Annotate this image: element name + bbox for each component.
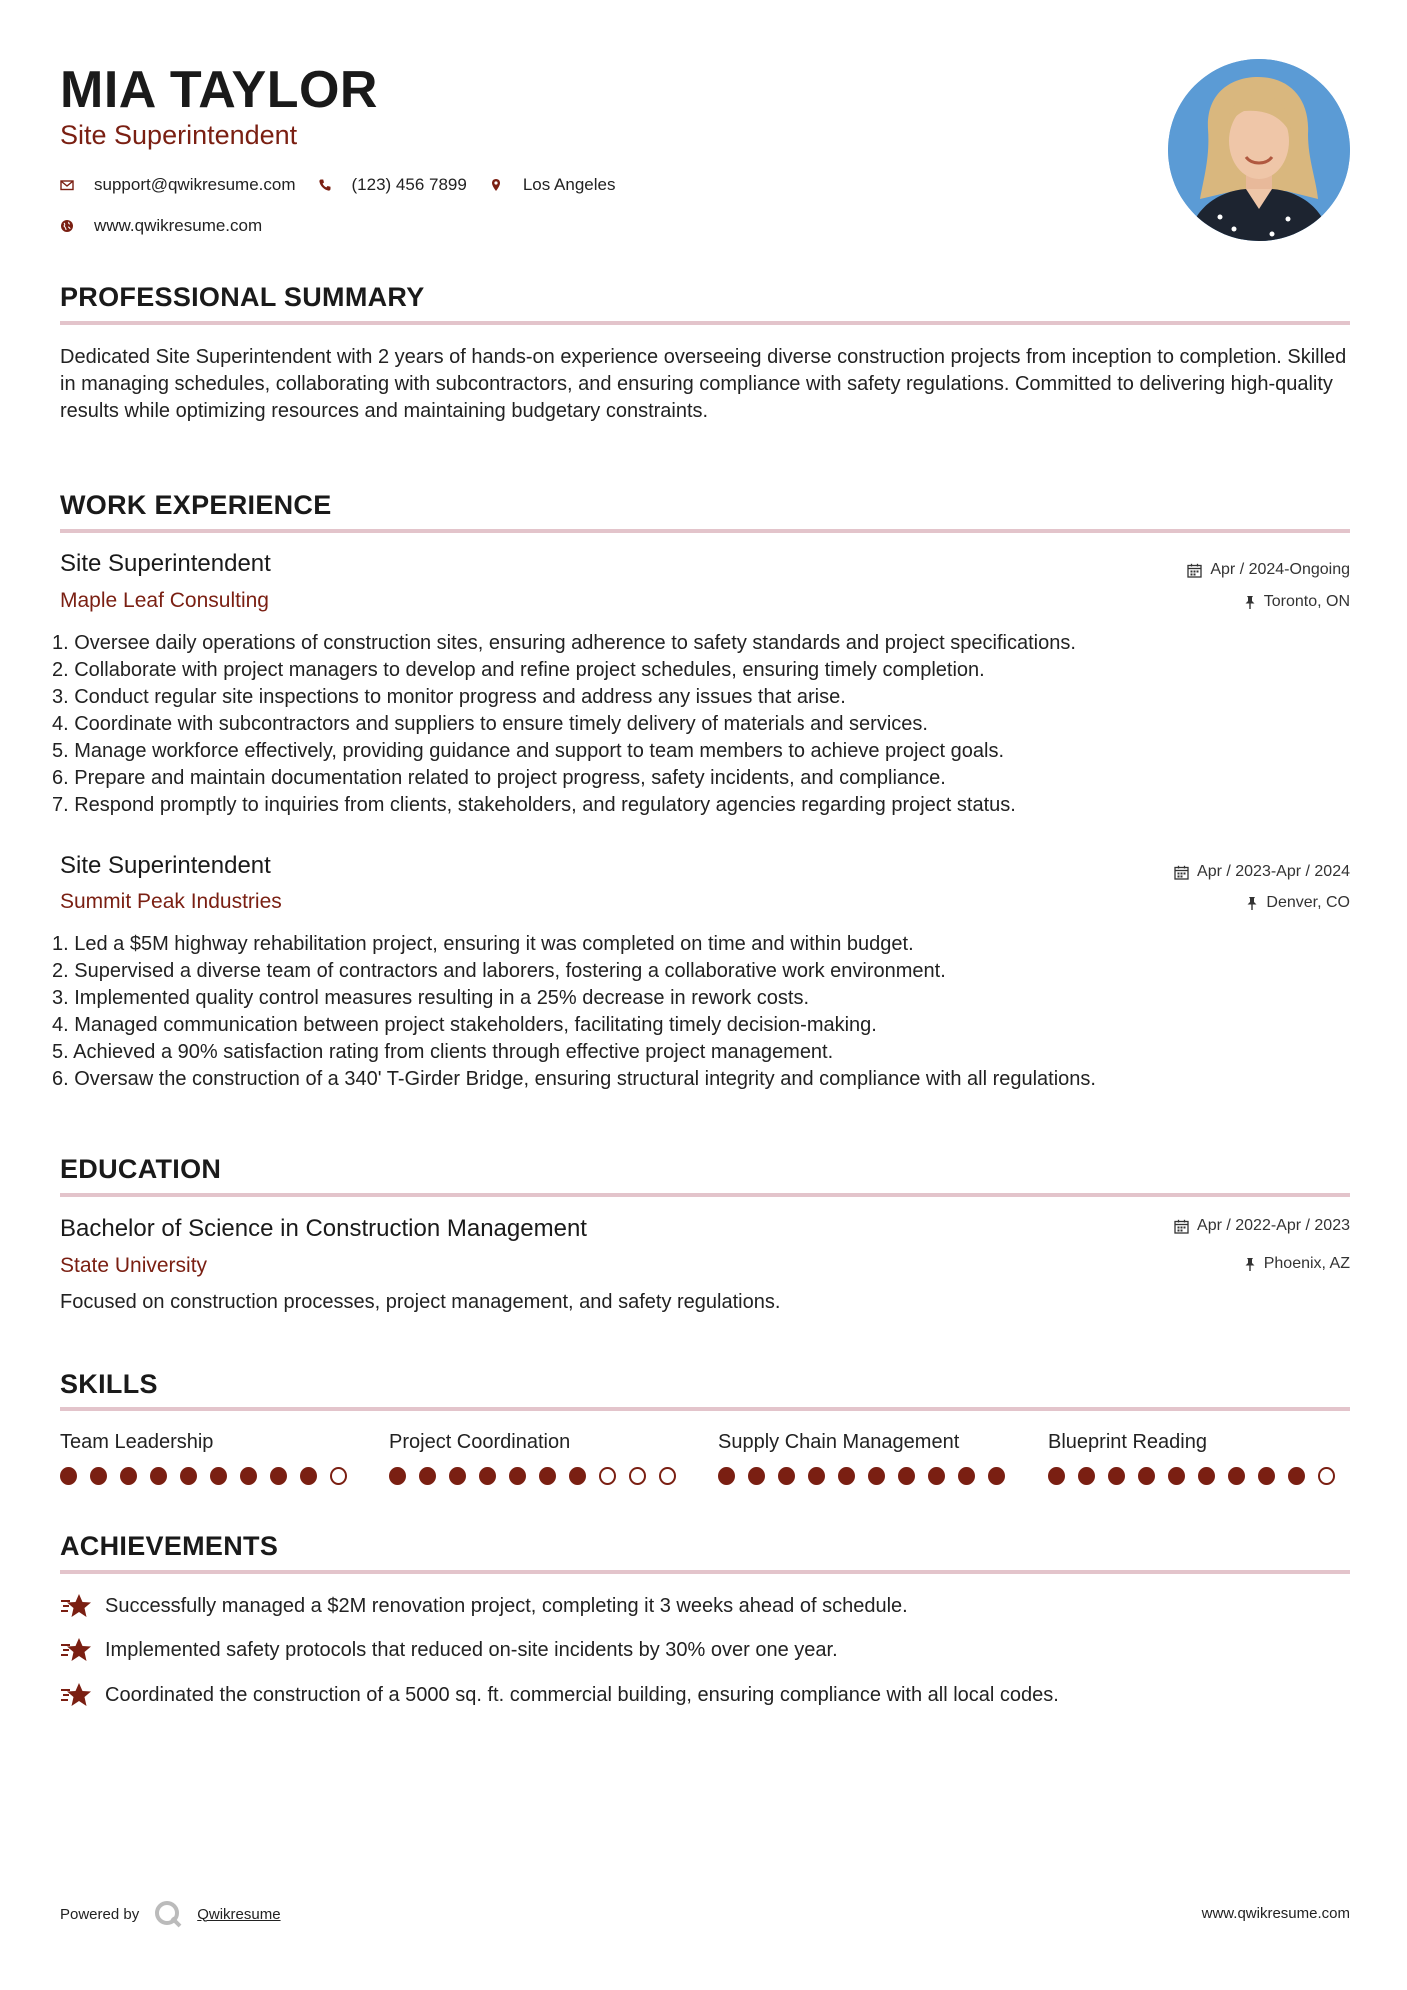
rating-dot-filled bbox=[509, 1467, 526, 1485]
star-badge-icon bbox=[60, 1592, 92, 1620]
skill-name: Team Leadership bbox=[60, 1431, 214, 1453]
rating-dot-filled bbox=[748, 1467, 765, 1485]
contact-email[interactable] bbox=[60, 175, 296, 195]
summary-divider bbox=[60, 321, 1350, 325]
list-item: 6. Prepare and maintain documentation related to project progress, safety incidents, and compliance. bbox=[52, 767, 946, 789]
rating-dot-filled bbox=[1108, 1467, 1125, 1485]
rating-dot-filled bbox=[60, 1467, 77, 1485]
rating-dot-filled bbox=[958, 1467, 975, 1485]
list-item: 2. Collaborate with project managers to develop and refine project schedules, ensuring timely completion. bbox=[52, 659, 985, 681]
rating-dot-filled bbox=[988, 1467, 1005, 1485]
experience-divider bbox=[60, 529, 1350, 533]
star-badge-icon bbox=[60, 1681, 92, 1709]
calendar-icon bbox=[1174, 1219, 1189, 1234]
calendar-icon bbox=[1174, 865, 1189, 880]
skill-name: Project Coordination bbox=[389, 1431, 571, 1453]
job-1-dates-text: Apr / 2024-Ongoing bbox=[1210, 561, 1350, 578]
skill-blueprint-reading bbox=[1048, 1429, 1348, 1485]
job-2-location-text: Denver, CO bbox=[1266, 894, 1350, 911]
rating-dot-filled bbox=[210, 1467, 227, 1485]
job-1-title: Site Superintendent bbox=[60, 550, 271, 577]
achievement-item bbox=[60, 1681, 1059, 1709]
achievement-item bbox=[60, 1636, 838, 1664]
achievements-heading: ACHIEVEMENTS bbox=[60, 1531, 279, 1561]
rating-dot-filled bbox=[718, 1467, 735, 1485]
skill-project-coordination bbox=[389, 1429, 689, 1485]
footer-website[interactable]: www.qwikresume.com bbox=[1201, 1905, 1350, 1922]
profile-photo-illustration bbox=[1168, 59, 1350, 241]
qwikresume-logo-icon bbox=[153, 1899, 183, 1929]
rating-dot-filled bbox=[868, 1467, 885, 1485]
rating-dot-filled bbox=[120, 1467, 137, 1485]
summary-text: Dedicated Site Superintendent with 2 years of hands-on experience overseeing diverse construction projects from inception to completion. Skilled in managing schedules, collaborating with subcontractors, and ensuring compliance with safety regulations. Committed to delivering high-quality results while optimizing resources and maintaining budgetary constraints. bbox=[60, 346, 1347, 422]
rating-dot-filled bbox=[928, 1467, 945, 1485]
education-description: Focused on construction processes, project management, and safety regulations. bbox=[60, 1291, 781, 1313]
list-item: 2. Supervised a diverse team of contractors and laborers, fostering a collaborative work environment. bbox=[52, 960, 946, 982]
skill-rating bbox=[718, 1467, 1018, 1485]
pushpin-icon bbox=[1244, 595, 1256, 610]
rating-dot-filled bbox=[240, 1467, 257, 1485]
education-heading: EDUCATION bbox=[60, 1154, 222, 1184]
rating-dot-filled bbox=[300, 1467, 317, 1485]
list-item: 3. Conduct regular site inspections to monitor progress and address any issues that arise. bbox=[52, 686, 846, 708]
rating-dot-filled bbox=[419, 1467, 436, 1485]
job-2-responsibilities bbox=[52, 931, 1352, 1093]
pushpin-icon bbox=[1244, 1257, 1256, 1272]
education-dates bbox=[1174, 1215, 1350, 1237]
education-divider bbox=[60, 1193, 1350, 1197]
job-2-location bbox=[1246, 892, 1350, 914]
rating-dot-filled bbox=[449, 1467, 466, 1485]
skills-divider bbox=[60, 1407, 1350, 1411]
job-1-responsibilities bbox=[52, 630, 1352, 819]
location-text: Los Angeles bbox=[522, 175, 616, 194]
skill-name: Blueprint Reading bbox=[1048, 1431, 1207, 1453]
candidate-name: MIA TAYLOR bbox=[60, 61, 378, 119]
contact-phone[interactable] bbox=[318, 175, 467, 195]
phone-text: (123) 456 7899 bbox=[351, 175, 467, 194]
candidate-role: Site Superintendent bbox=[60, 120, 298, 150]
rating-dot-filled bbox=[1228, 1467, 1245, 1485]
phone-icon bbox=[318, 178, 332, 192]
profile-photo bbox=[1168, 59, 1350, 241]
rating-dot-empty bbox=[659, 1467, 676, 1485]
contact-row-secondary bbox=[60, 214, 284, 238]
skill-rating bbox=[389, 1467, 689, 1485]
rating-dot-filled bbox=[180, 1467, 197, 1485]
education-dates-text: Apr / 2022-Apr / 2023 bbox=[1197, 1217, 1350, 1234]
rating-dot-filled bbox=[898, 1467, 915, 1485]
education-degree: Bachelor of Science in Construction Management bbox=[60, 1215, 587, 1242]
achievement-text: Coordinated the construction of a 5000 sq. ft. commercial building, ensuring compliance with all local codes. bbox=[105, 1683, 1059, 1706]
rating-dot-filled bbox=[838, 1467, 855, 1485]
qwikresume-link[interactable]: Qwikresume bbox=[197, 1905, 281, 1923]
skill-supply-chain-management bbox=[718, 1429, 1018, 1485]
rating-dot-filled bbox=[150, 1467, 167, 1485]
job-1-company: Maple Leaf Consulting bbox=[60, 589, 269, 612]
achievement-text: Implemented safety protocols that reduced on-site incidents by 30% over one year. bbox=[105, 1638, 838, 1661]
job-1-location-text: Toronto, ON bbox=[1263, 593, 1350, 610]
rating-dot-filled bbox=[389, 1467, 406, 1485]
list-item: 5. Achieved a 90% satisfaction rating from clients through effective project management. bbox=[52, 1041, 834, 1063]
footer-powered-by bbox=[60, 1899, 281, 1929]
job-2-dates-text: Apr / 2023-Apr / 2024 bbox=[1197, 863, 1350, 880]
achievement-item bbox=[60, 1592, 908, 1620]
education-location bbox=[1244, 1253, 1350, 1275]
star-badge-icon bbox=[60, 1636, 92, 1664]
education-location-text: Phoenix, AZ bbox=[1263, 1255, 1350, 1272]
job-2-title: Site Superintendent bbox=[60, 852, 271, 879]
skill-rating bbox=[1048, 1467, 1348, 1485]
rating-dot-filled bbox=[778, 1467, 795, 1485]
rating-dot-filled bbox=[90, 1467, 107, 1485]
experience-heading: WORK EXPERIENCE bbox=[60, 490, 332, 520]
rating-dot-filled bbox=[539, 1467, 556, 1485]
skill-name: Supply Chain Management bbox=[718, 1431, 960, 1453]
rating-dot-filled bbox=[1258, 1467, 1275, 1485]
education-school: State University bbox=[60, 1254, 208, 1277]
rating-dot-empty bbox=[330, 1467, 347, 1485]
list-item: 1. Oversee daily operations of construction sites, ensuring adherence to safety standards and project specifications. bbox=[52, 632, 1076, 654]
envelope-icon bbox=[60, 178, 74, 192]
globe-icon bbox=[60, 219, 74, 233]
rating-dot-filled bbox=[569, 1467, 586, 1485]
contact-website[interactable] bbox=[60, 216, 262, 236]
email-text: support@qwikresume.com bbox=[94, 175, 296, 194]
job-2-dates bbox=[1174, 861, 1350, 883]
rating-dot-filled bbox=[1048, 1467, 1065, 1485]
calendar-icon bbox=[1187, 563, 1202, 578]
achievements-divider bbox=[60, 1570, 1350, 1574]
job-1-dates bbox=[1187, 559, 1350, 581]
list-item: 4. Managed communication between project stakeholders, facilitating timely decision-making. bbox=[52, 1014, 877, 1036]
job-1-location bbox=[1244, 591, 1350, 613]
summary-heading: PROFESSIONAL SUMMARY bbox=[60, 282, 425, 312]
list-item: 7. Respond promptly to inquiries from clients, stakeholders, and regulatory agencies regarding project status. bbox=[52, 794, 1016, 816]
rating-dot-empty bbox=[599, 1467, 616, 1485]
achievement-text: Successfully managed a $2M renovation project, completing it 3 weeks ahead of schedule. bbox=[105, 1594, 908, 1617]
list-item: 4. Coordinate with subcontractors and suppliers to ensure timely delivery of materials and services. bbox=[52, 713, 928, 735]
contact-location bbox=[489, 175, 616, 195]
rating-dot-filled bbox=[1138, 1467, 1155, 1485]
map-pin-icon bbox=[489, 178, 503, 192]
rating-dot-filled bbox=[1198, 1467, 1215, 1485]
skill-team-leadership bbox=[60, 1429, 360, 1485]
job-2-company: Summit Peak Industries bbox=[60, 890, 282, 913]
rating-dot-filled bbox=[270, 1467, 287, 1485]
powered-by-label: Powered by bbox=[60, 1905, 140, 1923]
list-item: 6. Oversaw the construction of a 340' T-Girder Bridge, ensuring structural integrity and compliance with all regulations. bbox=[52, 1068, 1096, 1090]
skill-rating bbox=[60, 1467, 360, 1485]
rating-dot-filled bbox=[479, 1467, 496, 1485]
rating-dot-empty bbox=[629, 1467, 646, 1485]
skills-heading: SKILLS bbox=[60, 1369, 158, 1399]
rating-dot-filled bbox=[1078, 1467, 1095, 1485]
rating-dot-filled bbox=[808, 1467, 825, 1485]
rating-dot-filled bbox=[1288, 1467, 1305, 1485]
website-text: www.qwikresume.com bbox=[94, 216, 263, 235]
contact-row-primary bbox=[60, 173, 637, 197]
list-item: 5. Manage workforce effectively, providing guidance and support to team members to achieve project goals. bbox=[52, 740, 1005, 762]
list-item: 1. Led a $5M highway rehabilitation project, ensuring it was completed on time and within budget. bbox=[52, 933, 914, 955]
list-item: 3. Implemented quality control measures resulting in a 25% decrease in rework costs. bbox=[52, 987, 810, 1009]
rating-dot-empty bbox=[1318, 1467, 1335, 1485]
pushpin-icon bbox=[1246, 896, 1258, 911]
rating-dot-filled bbox=[1168, 1467, 1185, 1485]
